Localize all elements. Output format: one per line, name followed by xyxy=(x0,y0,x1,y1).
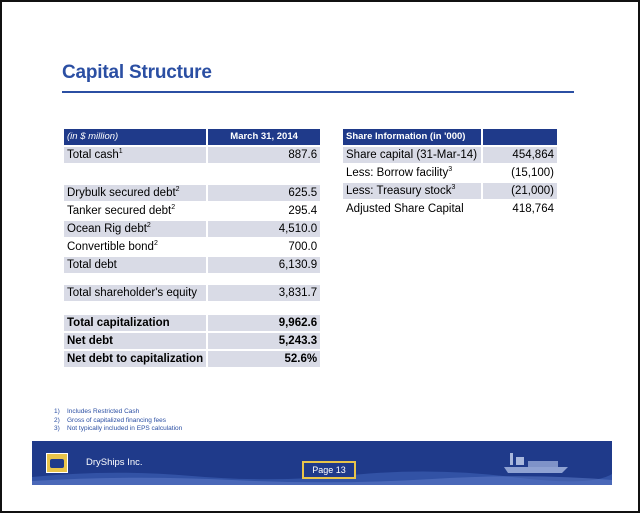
row-label: Ocean Rig debt$^2$ xyxy=(64,221,208,239)
footnotes xyxy=(54,408,182,434)
row-label: Net debt xyxy=(64,333,208,351)
table-row xyxy=(64,221,320,239)
table-row xyxy=(343,201,557,219)
row-value: 418,764 xyxy=(483,201,557,219)
title-divider xyxy=(62,91,574,93)
row-value: 625.5 xyxy=(208,185,320,203)
row-value: 295.4 xyxy=(208,203,320,221)
footnote xyxy=(54,417,182,426)
row-label: Convertible bond$^2$ xyxy=(64,239,208,257)
row-value: 3,831.7 xyxy=(208,285,320,303)
row-value: (21,000) xyxy=(483,183,557,201)
table-header-row xyxy=(64,129,320,147)
table-header-row xyxy=(343,129,557,147)
table-row xyxy=(64,147,320,165)
row-value: 887.6 xyxy=(208,147,320,165)
footnote-number: 3) xyxy=(54,425,60,432)
header-units: (in $ million) xyxy=(64,129,208,147)
row-value: 5,243.3 xyxy=(208,333,320,351)
footnote xyxy=(54,408,182,417)
dryships-logo-icon xyxy=(46,453,68,473)
row-label: Total capitalization xyxy=(64,315,208,333)
row-label: Less: Treasury stock$^3$ xyxy=(343,183,483,201)
table-row xyxy=(343,147,557,165)
table-row xyxy=(64,351,320,369)
footnote-number: 1) xyxy=(54,408,60,415)
row-label: Total cash$^1$ xyxy=(64,147,208,165)
row-value: 9,962.6 xyxy=(208,315,320,333)
table-row xyxy=(64,203,320,221)
page-title: Capital Structure xyxy=(62,62,212,83)
spacer-row xyxy=(64,275,320,285)
row-value: 52.6% xyxy=(208,351,320,369)
row-value: (15,100) xyxy=(483,165,557,183)
row-value: 6,130.9 xyxy=(208,257,320,275)
table-row xyxy=(64,333,320,351)
table-row xyxy=(64,285,320,303)
table-row xyxy=(64,315,320,333)
row-label: Share capital (31-Mar-14) xyxy=(343,147,483,165)
page-number: Page 13 xyxy=(302,461,356,479)
table-row xyxy=(64,257,320,275)
table-row xyxy=(343,183,557,201)
row-value: 700.0 xyxy=(208,239,320,257)
capital-structure-table xyxy=(64,129,320,369)
footnote xyxy=(54,425,182,434)
company-name: DryShips Inc. xyxy=(86,457,143,468)
row-label: Total shareholder's equity xyxy=(64,285,208,303)
row-label: Net debt to capitalization xyxy=(64,351,208,369)
ship-icon xyxy=(502,449,572,477)
row-value: 454,864 xyxy=(483,147,557,165)
row-label: Less: Borrow facility$^3$ xyxy=(343,165,483,183)
footnote-text: Gross of capitalized financing fees xyxy=(67,416,166,424)
footnote-text: Not typically included in EPS calculation xyxy=(67,425,183,432)
row-label: Total debt xyxy=(64,257,208,275)
row-label: Tanker secured debt$^2$ xyxy=(64,203,208,221)
footnote-text: Includes Restricted Cash xyxy=(67,408,140,415)
table-row xyxy=(343,165,557,183)
header-share-info: Share Information (in '000) xyxy=(343,129,483,147)
table-row xyxy=(64,239,320,257)
header-date: March 31, 2014 xyxy=(208,129,320,147)
spacer-row xyxy=(64,165,320,185)
row-label: Drybulk secured debt$^2$ xyxy=(64,185,208,203)
row-label: Adjusted Share Capital xyxy=(343,201,483,219)
spacer-row xyxy=(64,303,320,315)
row-value: 4,510.0 xyxy=(208,221,320,239)
share-information-table xyxy=(343,129,557,219)
table-row xyxy=(64,185,320,203)
footnote-number: 2) xyxy=(54,416,60,424)
footer-band xyxy=(32,441,612,485)
header-empty xyxy=(483,129,557,147)
